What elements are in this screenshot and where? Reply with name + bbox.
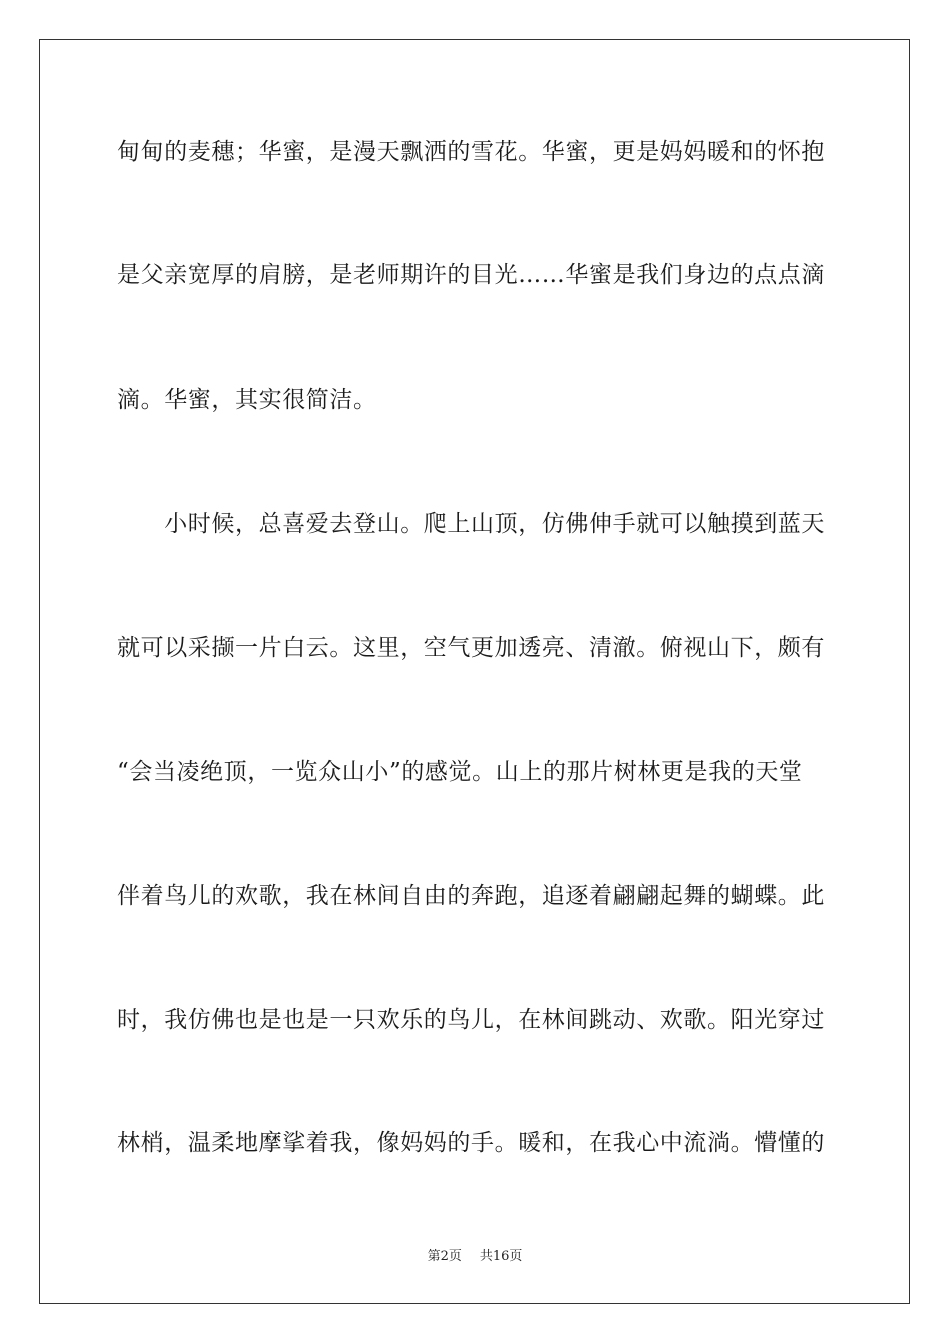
page-number: 第2页 — [427, 1249, 462, 1264]
page-footer — [0, 1248, 950, 1266]
page-border — [39, 39, 910, 1304]
text-line: 滴。华蜜，其实很简洁。 — [117, 387, 377, 413]
text-line: 是父亲宽厚的肩膀，是老师期许的目光……华蜜是我们身边的点点滴 — [117, 262, 825, 288]
text-line: 甸甸的麦穗；华蜜，是漫天飘洒的雪花。华蜜，更是妈妈暖和的怀抱 — [117, 139, 825, 165]
text-line: “会当凌绝顶，一览众山小”的感觉。山上的那片树林更是我的天堂 — [117, 759, 803, 785]
page-total: 共16页 — [479, 1249, 523, 1264]
text-line: 林梢，温柔地摩挲着我，像妈妈的手。暖和，在我心中流淌。懵懂的 — [117, 1130, 825, 1156]
text-line: 小时候，总喜爱去登山。爬上山顶，仿佛伸手就可以触摸到蓝天 — [117, 511, 825, 537]
text-line: 就可以采撷一片白云。这里，空气更加透亮、清澈。俯视山下，颇有 — [117, 635, 825, 661]
text-line: 伴着鸟儿的欢歌，我在林间自由的奔跑，追逐着翩翩起舞的蝴蝶。此 — [117, 883, 825, 909]
text-line: 时，我仿佛也是也是一只欢乐的鸟儿，在林间跳动、欢歌。阳光穿过 — [117, 1007, 825, 1033]
